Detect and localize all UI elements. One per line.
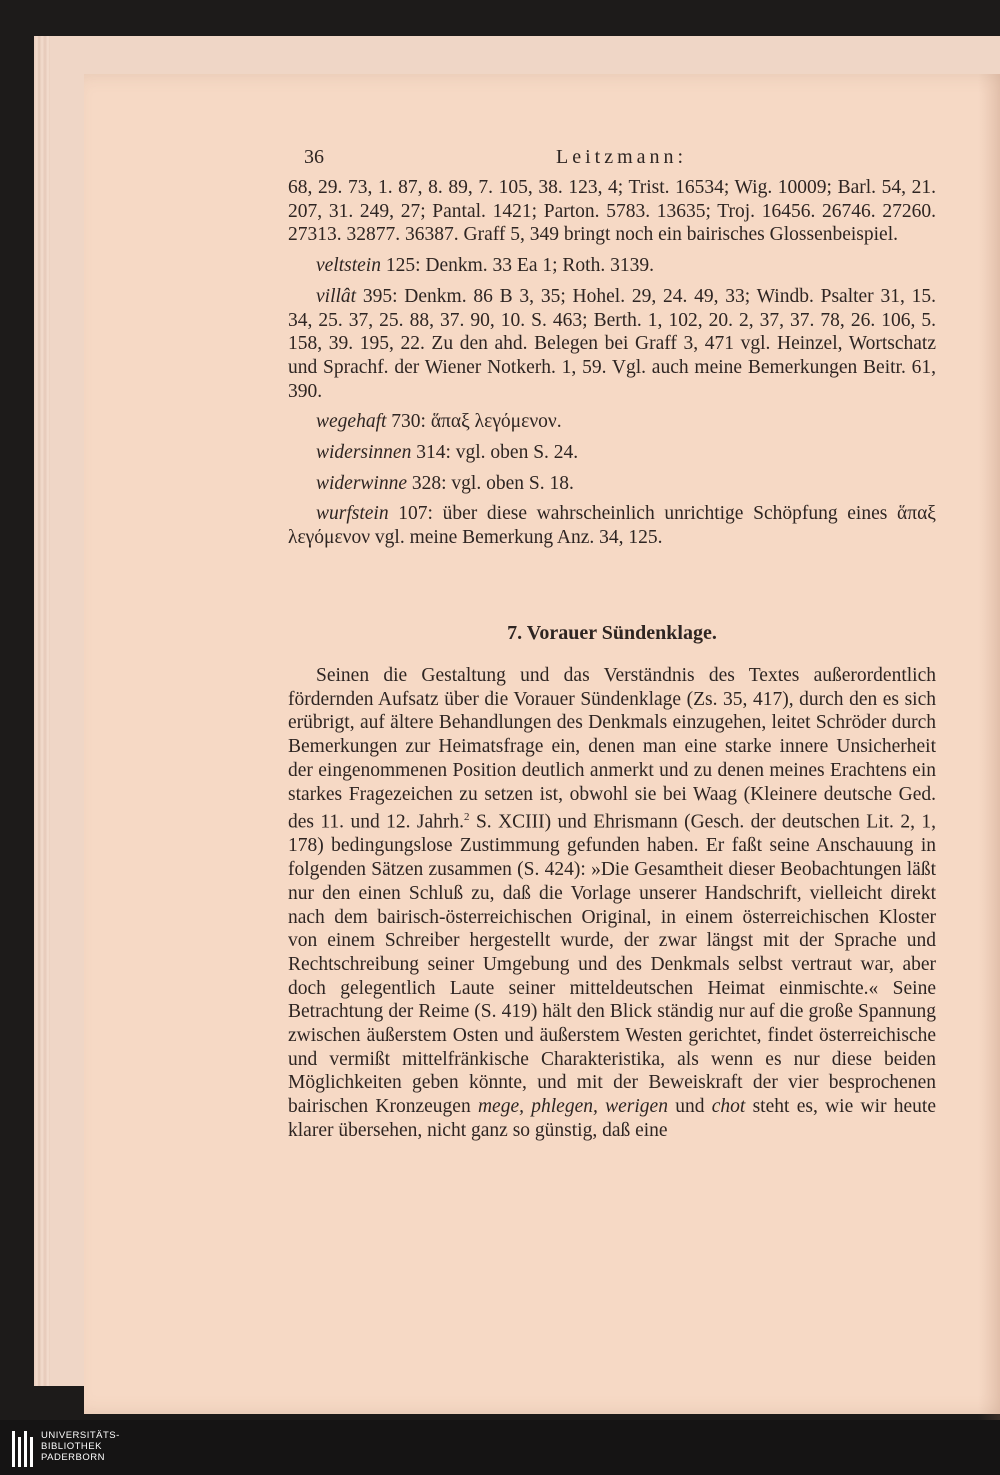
entry-text: 107: über diese wahrscheinlich unrichtige Schöpfung eines ἅπαξ λεγόμενον vgl. meine Bemerkung Anz. 34, 125.: [288, 503, 936, 549]
entry-villat: [288, 285, 936, 404]
body-segment: S. XCIII) und Ehrismann (Gesch. der deutschen Lit. 2, 1, 178) bedingungslose Zustimmung gefunden haben. Er faßt seine Anschauung in folgenden Sätzen zusammen (S. 424): »Die Gesamtheit dieser Beobachtungen läßt nur den einen Schluß zu, daß die Vorlage unserer Handschrift, vielleicht direkt nach dem bairisch-österreichischen Original, in einem österreichischen Kloster von einem Schreiber hergestellt wurde, der zwar längst mit der Sprache und Rechtschreibung seiner Umgebung und des Denkmals selbst vertraut war, aber doch gelegentlich Laute seiner mitteldeutschen Heimat einmischte.« Seine Betrachtung der Reime (S. 419) hält den Blick ständig nur auf die große Spannung zwischen äußerstem Osten und äußerstem Westen gerichtet, findet österreichische und vermißt mittelfränkische Charakteristika, als wenn es nur diese beiden Möglichkeiten geben könnte, und mit der Beweiskraft der vier besprochenen bairischen Kronzeugen: [288, 811, 936, 1118]
entry-text: 125: Denkm. 33 Ea 1; Roth. 3139.: [380, 255, 654, 277]
footnote-marker: 2: [464, 811, 470, 824]
body-segment: und: [667, 1096, 712, 1118]
section-title: 7. Vorauer Sündenklage.: [507, 622, 717, 644]
body-segment: Seinen die Gestaltung und das Verständnis des Textes außerordentlich fördernden Aufsatz über die Vorauer Sündenklage (Zs. 35, 417), durch den es sich erübrigt, auf ältere Behandlungen des Denkmals einzugehen, leitet Schröder durch Bemerkungen zur Heimatsfrage ein, denen man eine starke innere Unsicherheit der eingenommenen Position deutlich anmerkt und zu denen meines Erachtens ein starkes Fragezeichen zu setzen ist, obwohl sie bei Waag (Kleinere deutsche Ged. des 11. und 12. Jahrh.: [288, 665, 936, 833]
library-logo-icon: [12, 1431, 33, 1467]
library-logo: [12, 1430, 142, 1470]
entry-text: 730: ἅπαξ λεγόμενον.: [386, 411, 562, 433]
logo-line: UNIVERSITÄTS-: [41, 1430, 120, 1441]
entry-headword: widerwinne: [316, 472, 407, 494]
glossary-entries: [288, 176, 936, 557]
entry-continuation: 68, 29. 73, 1. 87, 8. 89, 7. 105, 38. 123, 4; Trist. 16534; Wig. 10009; Barl. 54, 21. 207, 31. 249, 27; Pantal. 1421; Parton. 5783. 13635; Troj. 16456. 26746. 27260. 27313. 32877. 36387. Graff 5, 349 bringt noch ein bairisches Glossenbeispiel.: [288, 177, 936, 246]
entry-headword: wurfstein: [316, 503, 389, 525]
entry-wegehaft: [288, 410, 936, 434]
body-segment: steht es, wie wir heute klarer übersehen, nicht ganz so günstig, daß eine: [288, 1096, 936, 1141]
entry-headword: veltstein: [316, 255, 381, 277]
logo-line: BIBLIOTHEK: [41, 1441, 102, 1452]
page-edges: [34, 36, 50, 1386]
running-head: [288, 146, 936, 170]
entry-headword: wegehaft: [316, 411, 387, 433]
library-logo-text: [41, 1430, 120, 1463]
entry-wurfstein: [288, 502, 936, 549]
entry-headword: widersinnen: [316, 442, 412, 464]
running-head-author: Leitzmann:: [556, 146, 688, 168]
entry-veltstein: [288, 254, 936, 278]
entry-text: 328: vgl. oben S. 18.: [407, 472, 574, 494]
entry-widersinnen: [288, 441, 936, 465]
body-italic-words: mege, phlegen, werigen: [477, 1096, 668, 1118]
page-gutter-shadow: [978, 74, 1000, 1424]
body-paragraph: [288, 664, 936, 1143]
entry-widerwinne: [288, 472, 936, 496]
body-text: [288, 664, 936, 1143]
page-number: 36: [304, 146, 324, 168]
logo-line: PADERBORN: [41, 1452, 105, 1463]
entry-text: 395: Denkm. 86 B 3, 35; Hohel. 29, 24. 49, 33; Windb. Psalter 31, 15. 34, 25. 37, 25. 88, 37. 90, 10. S. 463; Berth. 1, 102, 20. 2, 37, 37. 78, 26. 106, 5. 158, 39. 195, 22. Zu den ahd. Belegen bei Graff 3, 471 vgl. Heinzel, Wortschatz und Sprachf. der Wiener Notkerh. 1, 59. Vgl. auch meine Bemerkungen Beitr. 61, 390.: [288, 285, 936, 402]
entry-text: 314: vgl. oben S. 24.: [411, 442, 579, 464]
body-italic-word: chot: [711, 1096, 746, 1118]
footer-bar: [0, 1420, 1000, 1475]
entry-headword: villât: [316, 285, 357, 307]
